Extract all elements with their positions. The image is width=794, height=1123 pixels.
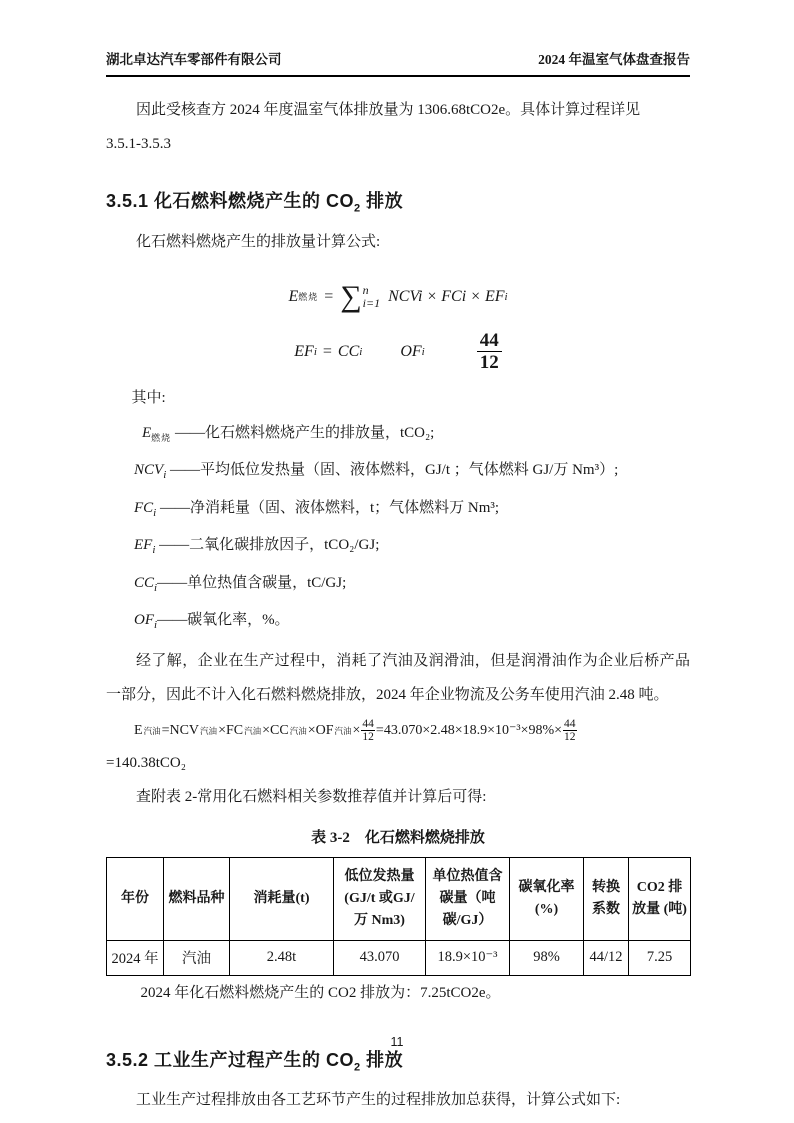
ef-lhs-subscript: i — [313, 345, 317, 358]
definition-symbol: EF — [134, 537, 153, 554]
fraction-denominator: 12 — [479, 352, 499, 374]
fraction-numerator: 44 — [477, 330, 502, 352]
intro-line2: 3.5.1-3.5.3 — [106, 136, 171, 152]
sigma-symbol: ∑ — [340, 279, 362, 313]
equals-sign: = — [322, 342, 332, 360]
cell-co2-emission: 7.25 — [629, 940, 691, 975]
cell-fuel-type: 汽油 — [164, 940, 230, 975]
table-header-ncv: 低位发热量 (GJ/t 或GJ/ 万 Nm3) — [334, 857, 426, 940]
table-note-paragraph: 2024 年化石燃料燃烧产生的 CO2 排放为：7.25tCO2e。 — [140, 984, 501, 1001]
calc-term-subscript: 汽油 — [289, 725, 307, 736]
definition-symbol-subscript: i — [153, 506, 157, 519]
table-header-conversion-factor: 转换系数 — [584, 857, 629, 940]
fraction-44-12 — [563, 718, 577, 744]
gasoline-calculation-formula — [106, 718, 690, 744]
calculation-result: =140.38tCO₂ — [106, 754, 186, 771]
heading-352-suffix: 排放 — [360, 1049, 404, 1070]
calc-lhs-subscript: 汽油 — [143, 725, 161, 736]
table-data-row — [107, 940, 691, 975]
definition-symbol: FC — [134, 499, 154, 516]
definition-symbol: OF — [134, 612, 154, 629]
table-header-carbon-content: 单位热值含碳量（吨碳/GJ） — [426, 857, 510, 940]
fraction-numerator: 44 — [564, 717, 576, 730]
calc-numeric-expression: =43.070×2.48×18.9×10⁻³×98%× — [375, 723, 563, 739]
intro-paragraph — [106, 93, 690, 161]
fraction-44-12 — [477, 330, 502, 374]
cell-year: 2024 年 — [107, 940, 164, 975]
table-header-row — [107, 857, 691, 940]
of-subscript: i — [421, 345, 425, 358]
table-header-year: 年份 — [107, 857, 164, 940]
ef-lhs: EF — [294, 342, 314, 360]
definition-fc — [106, 492, 690, 530]
calc-term-subscript: 汽油 — [200, 725, 218, 736]
definition-text: ——净消耗量（固、液体燃料，t；气体燃料万 Nm³; — [156, 499, 500, 516]
definition-symbol-subscript: i — [163, 469, 167, 482]
definition-symbol-subscript: 燃烧 — [151, 432, 172, 443]
section-3-5-1-heading — [106, 187, 690, 215]
definition-symbol: CC — [134, 574, 155, 591]
fraction-44-12 — [361, 718, 375, 744]
calc-term-subscript: 汽油 — [244, 725, 262, 736]
calc-term-subscript: 汽油 — [334, 725, 352, 736]
heading-351-text: 3.5.1 化石燃料燃烧产生的 CO — [106, 191, 355, 211]
section-3-5-2-heading — [106, 1046, 690, 1074]
symbol-definitions — [106, 417, 690, 642]
table-header-fuel-type: 燃料品种 — [164, 857, 230, 940]
formula-lhs-subscript: 燃烧 — [298, 292, 319, 303]
cell-carbon-content: 18.9×10⁻³ — [426, 940, 510, 975]
definition-cc — [106, 567, 690, 605]
section-352-lead-paragraph: 工业生产过程排放由各工艺环节产生的过程排放加总获得，计算公式如下: — [136, 1092, 621, 1109]
combustion-sum-formula — [106, 273, 690, 321]
table-header-co2-emission: CO2 排放量 (吨) — [629, 857, 691, 940]
header-company-name: 湖北卓达汽车零部件有限公司 — [106, 52, 282, 67]
sigma-limits — [363, 284, 380, 310]
formula-lhs: E — [288, 287, 299, 305]
definition-text: ——碳氧化率，%。 — [157, 612, 290, 629]
formula-body: NCVi × FCi × EF — [388, 287, 505, 305]
fraction-denominator: 12 — [362, 731, 374, 744]
heading-352-text: 3.5.2 工业生产过程产生的 CO — [106, 1049, 355, 1070]
heading-351-suffix: 排放 — [360, 191, 404, 211]
definition-symbol: E — [142, 424, 152, 441]
fossil-fuel-emission-table — [106, 857, 691, 976]
cell-consumption: 2.48t — [230, 940, 334, 975]
definition-e — [106, 417, 690, 455]
multiply-sign: × — [352, 722, 361, 738]
definition-ncv — [106, 454, 690, 492]
cc-subscript: i — [359, 345, 363, 358]
calc-term: ×FC — [218, 722, 244, 738]
fraction-denominator: 12 — [564, 731, 576, 744]
table-header-oxidation-rate: 碳氧化率 (%) — [510, 857, 584, 940]
cell-ncv: 43.070 — [334, 940, 426, 975]
emission-factor-formula — [106, 327, 690, 377]
of-term: OF — [400, 342, 422, 360]
definition-symbol-subscript: i — [152, 544, 156, 557]
table-lead-paragraph: 查附表 2-常用化石燃料相关参数推荐值并计算后可得: — [136, 788, 487, 805]
table-header-consumption: 消耗量(t) — [230, 857, 334, 940]
equals-sign: = — [324, 287, 334, 305]
cell-conversion-factor: 44/12 — [584, 940, 629, 975]
formula-body-subscript: i — [504, 290, 508, 303]
definition-of — [106, 604, 690, 642]
calc-term: =NCV — [161, 722, 200, 738]
table-caption: 表 3-2 化石燃料燃烧排放 — [311, 829, 485, 846]
definition-symbol-subscript: i — [154, 619, 158, 632]
page-number: 11 — [390, 1035, 404, 1049]
definition-text: ——单位热值含碳量，tC/GJ; — [157, 574, 347, 591]
definition-text: ——平均低位发热量（固、液体燃料，GJ/t ；气体燃料 GJ/万 Nm³）; — [166, 462, 619, 479]
gasoline-narrative-paragraph: 经了解，企业在生产过程中，消耗了汽油及润滑油，但是润滑油作为企业后桥产品一部分，因此不计入化石燃料燃烧排放，2024 年企业物流及公务车使用汽油 2.48 吨。 — [106, 652, 690, 703]
intro-line1: 因此受核查方 2024 年度温室气体排放量为 1306.68tCO2e。具体计算过程详见 — [136, 102, 641, 118]
definition-text: ——化石燃料燃烧产生的排放量，tCO₂; — [171, 424, 435, 441]
heading-351-subscript: 2 — [354, 202, 361, 215]
definition-ef — [106, 529, 690, 567]
heading-352-subscript: 2 — [354, 1061, 361, 1074]
definition-symbol: NCV — [134, 462, 164, 479]
running-header — [106, 48, 690, 77]
sigma-lower-limit: i=1 — [362, 295, 381, 310]
where-label: 其中: — [131, 389, 166, 406]
definition-text: ——二氧化碳排放因子，tCO₂/GJ; — [155, 537, 380, 554]
definition-symbol-subscript: i — [154, 581, 158, 594]
formula-lead-paragraph: 化石燃料燃烧产生的排放量计算公式: — [136, 233, 381, 250]
calc-lhs: E — [134, 722, 143, 738]
sigma-upper-limit: n — [362, 282, 369, 297]
cell-oxidation-rate: 98% — [510, 940, 584, 975]
calc-term: ×CC — [262, 722, 289, 738]
calc-term: ×OF — [307, 722, 334, 738]
fraction-numerator: 44 — [362, 717, 374, 730]
cc-term: CC — [337, 342, 360, 360]
header-report-title: 2024 年温室气体盘查报告 — [538, 52, 690, 67]
